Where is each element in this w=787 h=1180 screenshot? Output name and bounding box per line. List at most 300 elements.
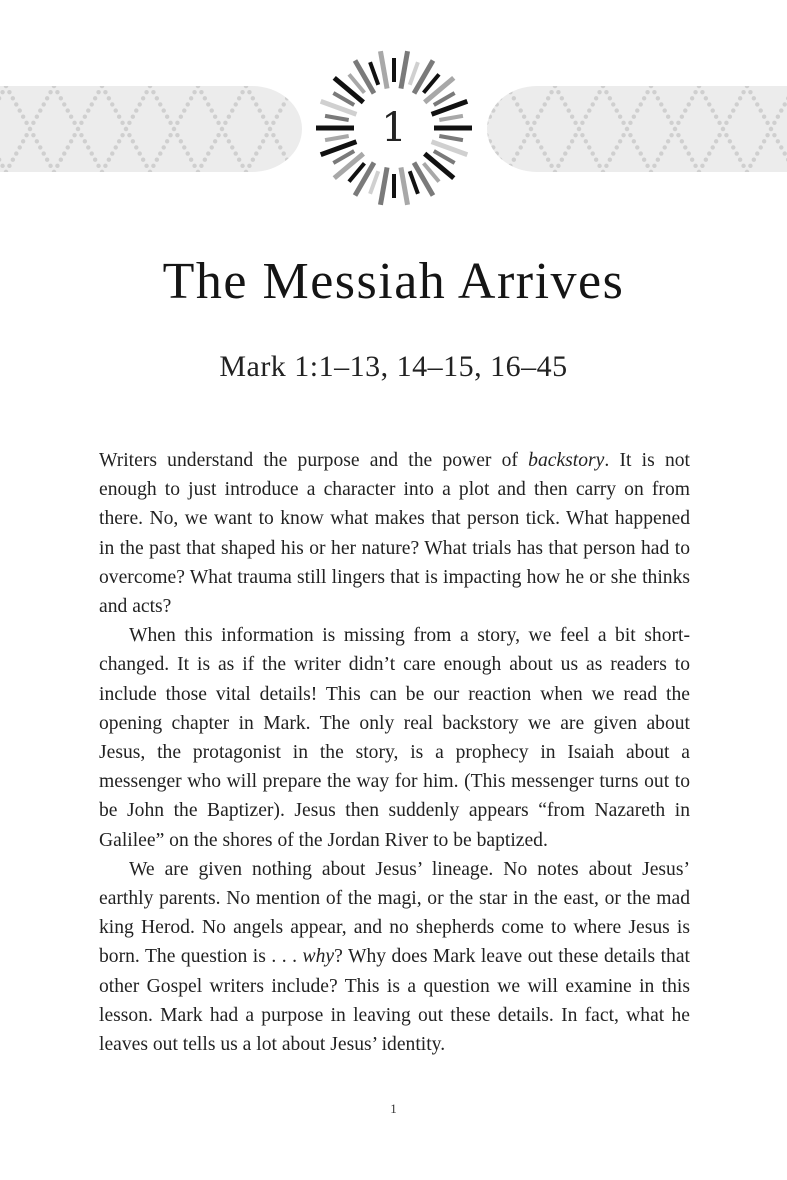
pattern-dot — [748, 90, 752, 94]
pattern-dot — [258, 108, 262, 112]
pattern-dot — [597, 164, 601, 168]
pattern-dot — [632, 115, 636, 119]
pattern-dot — [666, 115, 670, 119]
pattern-dot — [138, 151, 142, 155]
pattern-dot — [783, 102, 787, 106]
pattern-dot — [4, 170, 8, 172]
pattern-dot — [755, 151, 759, 155]
pattern-dot — [158, 151, 162, 155]
pattern-dot — [779, 145, 783, 149]
pattern-dot — [525, 133, 529, 137]
pattern-dot — [168, 121, 172, 125]
pattern-dot — [7, 90, 11, 94]
pattern-dot — [690, 96, 694, 100]
pattern-dot — [759, 145, 763, 149]
pattern-dot — [148, 86, 152, 88]
pattern-dot — [100, 86, 104, 88]
pattern-dot — [210, 108, 214, 112]
pattern-dot — [288, 164, 292, 168]
pattern-dot — [247, 164, 251, 168]
body-text — [99, 446, 690, 1059]
pattern-dot — [134, 145, 138, 149]
pattern-dot — [288, 90, 292, 94]
paragraph — [99, 621, 690, 855]
pattern-dot — [227, 115, 231, 119]
chapter-title: The Messiah Arrives — [162, 253, 625, 310]
pattern-dot — [728, 139, 732, 143]
pattern-dot — [621, 121, 625, 125]
pattern-dot — [608, 96, 612, 100]
pattern-dot — [721, 127, 725, 131]
pattern-dot — [278, 108, 282, 112]
pattern-dot — [131, 115, 135, 119]
pattern-dot — [669, 133, 673, 137]
pattern-dot — [271, 121, 275, 125]
pattern-dot — [741, 90, 745, 94]
pattern-dot — [268, 127, 272, 131]
pattern-dot — [292, 170, 296, 172]
pattern-dot — [66, 145, 70, 149]
pattern-dot — [515, 102, 519, 106]
pattern-dot — [261, 139, 265, 143]
pattern-dot — [285, 158, 289, 162]
pattern-dot — [189, 96, 193, 100]
pattern-dot — [151, 90, 155, 94]
pattern-dot — [264, 133, 268, 137]
pattern-dot — [114, 145, 118, 149]
pattern-dot — [505, 170, 509, 172]
pattern-dot — [213, 115, 217, 119]
pattern-dot — [93, 96, 97, 100]
pattern-dot — [546, 158, 550, 162]
pattern-dot — [120, 121, 124, 125]
pattern-dot — [580, 133, 584, 137]
pattern-dot — [680, 115, 684, 119]
pattern-dot — [618, 115, 622, 119]
pattern-dot — [24, 133, 28, 137]
pattern-dot — [512, 96, 516, 100]
geometric-pattern-icon — [487, 86, 787, 172]
pattern-dot — [223, 121, 227, 125]
pattern-dot — [45, 158, 49, 162]
scripture-reference: Mark 1:1–13, 14–15, 16–45 — [219, 350, 568, 383]
pattern-dot — [498, 96, 502, 100]
italic-emphasis: backstory — [528, 450, 605, 471]
pattern-dot — [237, 96, 241, 100]
pattern-dot — [707, 151, 711, 155]
pattern-dot — [158, 102, 162, 106]
pattern-dot — [292, 170, 296, 172]
pattern-dot — [697, 170, 701, 172]
pattern-dot — [491, 108, 495, 112]
pattern-dot — [759, 108, 763, 112]
pattern-dot — [597, 90, 601, 94]
chapter-number-emblem — [312, 46, 476, 210]
pattern-dot — [632, 139, 636, 143]
pattern-dot — [704, 158, 708, 162]
italic-emphasis: why — [302, 946, 335, 968]
pattern-dot — [519, 145, 523, 149]
pattern-dot — [165, 115, 169, 119]
pattern-dot — [724, 133, 728, 137]
pattern-dot — [560, 96, 564, 100]
pattern-dot — [83, 139, 87, 143]
pattern-dot — [86, 108, 90, 112]
pattern-dot — [148, 170, 152, 172]
chapter-number: 1 — [381, 105, 407, 151]
pattern-dot — [230, 108, 234, 112]
pattern-dot — [560, 158, 564, 162]
pattern-dot — [52, 170, 56, 172]
pattern-dot — [539, 145, 543, 149]
pattern-dot — [192, 164, 196, 168]
pattern-dot — [42, 102, 46, 106]
pattern-dot — [488, 115, 492, 119]
pattern-dot — [76, 127, 80, 131]
pattern-dot — [14, 151, 18, 155]
pattern-dot — [175, 133, 179, 137]
pattern-dot — [230, 145, 234, 149]
pattern-dot — [728, 115, 732, 119]
pattern-dot — [45, 96, 49, 100]
pattern-dot — [114, 108, 118, 112]
pattern-dot — [162, 145, 166, 149]
pattern-dot — [21, 139, 25, 143]
pattern-dot — [282, 151, 286, 155]
pattern-dot — [93, 158, 97, 162]
pattern-dot — [711, 145, 715, 149]
pattern-dot — [539, 108, 543, 112]
pattern-dot — [594, 158, 598, 162]
pattern-dot — [237, 158, 241, 162]
pattern-dot — [714, 115, 718, 119]
pattern-dot — [604, 164, 608, 168]
pattern-dot — [117, 115, 121, 119]
pattern-dot — [639, 102, 643, 106]
pattern-dot — [179, 115, 183, 119]
pattern-dot — [707, 102, 711, 106]
pattern-dot — [752, 96, 756, 100]
pattern-dot — [618, 139, 622, 143]
pattern-dot — [79, 133, 83, 137]
pattern-dot — [11, 96, 15, 100]
pattern-dot — [693, 90, 697, 94]
pattern-dot — [501, 164, 505, 168]
text-run: ? Why does Mark leave out these details that other Gospel writers include? This is a question we will examine in this lesson. Mark had a purpose in leaving out these details. In fact, what he leaves out tells us a lot about Jesus’ identity. — [99, 946, 690, 1056]
pattern-dot — [601, 170, 605, 172]
pattern-dot — [635, 108, 639, 112]
pattern-dot — [717, 121, 721, 125]
pattern-dot — [573, 133, 577, 137]
pattern-dot — [601, 86, 605, 88]
pattern-dot — [0, 158, 1, 162]
pattern-dot — [244, 170, 248, 172]
pattern-dot — [141, 96, 145, 100]
pattern-dot — [295, 90, 299, 94]
text-run: . It is not enough to just introduce a character into a plot and then carry on from there. No, we want to know what makes that person tick. What happened in the past that shaped his or her nature? What trials has that person had to overcome? What trauma still lingers that is impacting how he or she thinks and acts? — [99, 450, 690, 618]
pattern-dot — [251, 158, 255, 162]
pattern-dot — [199, 90, 203, 94]
pattern-dot — [495, 151, 499, 155]
pattern-dot — [199, 164, 203, 168]
pattern-dot — [18, 108, 22, 112]
pattern-dot — [192, 90, 196, 94]
pattern-dot — [752, 158, 756, 162]
pattern-dot — [556, 164, 560, 168]
pattern-dot — [711, 108, 715, 112]
pattern-dot — [525, 121, 529, 125]
pattern-dot — [138, 102, 142, 106]
pattern-dot — [282, 102, 286, 106]
pattern-dot — [519, 108, 523, 112]
pattern-dot — [683, 145, 687, 149]
pattern-dot — [83, 115, 87, 119]
pattern-dot — [687, 151, 691, 155]
pattern-dot — [543, 151, 547, 155]
pattern-dot — [31, 133, 35, 137]
pattern-dot — [783, 151, 787, 155]
pattern-dot — [488, 139, 492, 143]
pattern-dot — [587, 145, 591, 149]
pattern-dot — [772, 121, 776, 125]
pattern-dot — [769, 127, 773, 131]
pattern-dot — [508, 90, 512, 94]
pattern-dot — [227, 139, 231, 143]
pattern-dot — [155, 158, 159, 162]
pattern-dot — [244, 86, 248, 88]
pattern-dot — [100, 170, 104, 172]
pattern-dot — [203, 96, 207, 100]
pattern-dot — [196, 170, 200, 172]
pattern-dot — [642, 96, 646, 100]
pattern-dot — [0, 96, 1, 100]
pattern-dot — [258, 145, 262, 149]
pattern-dot — [254, 151, 258, 155]
pattern-dot — [649, 170, 653, 172]
pattern-dot — [508, 164, 512, 168]
pattern-dot — [642, 158, 646, 162]
pattern-dot — [107, 158, 111, 162]
pattern-dot — [59, 158, 63, 162]
pattern-dot — [731, 145, 735, 149]
pattern-dot — [14, 102, 18, 106]
pattern-dot — [683, 108, 687, 112]
pattern-dot — [275, 139, 279, 143]
pattern-dot — [103, 90, 107, 94]
pattern-dot — [206, 151, 210, 155]
pattern-dot — [529, 127, 533, 131]
pattern-dot — [186, 102, 190, 106]
pattern-dot — [299, 158, 302, 162]
pattern-dot — [522, 115, 526, 119]
pattern-dot — [738, 96, 742, 100]
pattern-dot — [584, 115, 588, 119]
pattern-dot — [563, 151, 567, 155]
pattern-dot — [570, 139, 574, 143]
pattern-dot — [168, 133, 172, 137]
pattern-dot — [663, 108, 667, 112]
pattern-dot — [765, 121, 769, 125]
pattern-dot — [745, 170, 749, 172]
pattern-dot — [587, 108, 591, 112]
pattern-dot — [186, 151, 190, 155]
pattern-dot — [615, 145, 619, 149]
pattern-dot — [96, 164, 100, 168]
pattern-dot — [11, 158, 15, 162]
pattern-dot — [687, 102, 691, 106]
pattern-dot — [591, 151, 595, 155]
pattern-dot — [182, 145, 186, 149]
pattern-dot — [35, 115, 39, 119]
pattern-dot — [741, 164, 745, 168]
pattern-dot — [697, 86, 701, 88]
pattern-dot — [110, 102, 114, 106]
pattern-dot — [124, 127, 128, 131]
pattern-dot — [680, 139, 684, 143]
pattern-dot — [189, 158, 193, 162]
pattern-dot — [487, 121, 489, 125]
text-run: Writers understand the purpose and the power of — [99, 450, 529, 471]
pattern-dot — [31, 121, 35, 125]
pattern-dot — [563, 102, 567, 106]
pattern-dot — [223, 133, 227, 137]
pattern-dot — [72, 121, 76, 125]
pattern-dot — [134, 108, 138, 112]
pattern-dot — [512, 158, 516, 162]
pattern-dot — [522, 139, 526, 143]
pattern-dot — [621, 133, 625, 137]
pattern-dot — [536, 139, 540, 143]
pattern-dot — [505, 86, 509, 88]
pattern-dot — [292, 86, 296, 88]
pattern-dot — [28, 127, 32, 131]
pattern-dot — [611, 102, 615, 106]
pattern-dot — [553, 86, 557, 88]
pattern-dot — [213, 139, 217, 143]
pattern-dot — [251, 96, 255, 100]
pattern-dot — [779, 108, 783, 112]
pattern-dot — [52, 86, 56, 88]
paragraph — [99, 855, 690, 1059]
decorative-band-left — [0, 86, 302, 172]
pattern-dot — [669, 121, 673, 125]
pattern-dot — [59, 96, 63, 100]
pattern-dot — [543, 102, 547, 106]
pattern-dot — [285, 96, 289, 100]
pattern-dot — [611, 151, 615, 155]
pattern-dot — [536, 115, 540, 119]
pattern-dot — [717, 133, 721, 137]
pattern-dot — [501, 90, 505, 94]
pattern-dot — [635, 145, 639, 149]
pattern-dot — [532, 133, 536, 137]
pattern-dot — [515, 151, 519, 155]
pattern-dot — [127, 121, 131, 125]
pattern-dot — [141, 158, 145, 162]
pattern-dot — [776, 139, 780, 143]
pattern-dot — [48, 90, 52, 94]
pattern-dot — [762, 139, 766, 143]
pattern-dot — [240, 164, 244, 168]
pattern-dot — [240, 90, 244, 94]
pattern-dot — [103, 164, 107, 168]
pattern-dot — [673, 127, 677, 131]
pattern-dot — [299, 96, 302, 100]
text-run: When this information is missing from a story, we feel a bit short-changed. It is as if the writer didn’t care enough about us as readers to include those vital details! This can be our reaction when we read the opening chapter in Mark. The only real backstory we are given about Jesus, the protagonist in the story, is a prophecy in Isaiah about a messenger who will prepare the way for him. (This messenger turns out to be John the Baptizer). Jesus then suddenly appears “from Nazareth in Galilee” on the shores of the Jordan River to be baptized. — [99, 625, 690, 851]
pattern-dot — [700, 90, 704, 94]
pattern-dot — [772, 133, 776, 137]
pattern-dot — [69, 115, 73, 119]
pattern-dot — [295, 164, 299, 168]
pattern-dot — [659, 151, 663, 155]
pattern-dot — [38, 145, 42, 149]
pattern-dot — [21, 115, 25, 119]
pattern-dot — [731, 108, 735, 112]
pattern-dot — [117, 139, 121, 143]
pattern-dot — [628, 133, 632, 137]
pattern-dot — [652, 90, 656, 94]
pattern-dot — [278, 145, 282, 149]
paragraph — [99, 446, 690, 621]
pattern-dot — [69, 139, 73, 143]
pattern-dot — [546, 96, 550, 100]
pattern-dot — [90, 151, 94, 155]
pattern-dot — [776, 115, 780, 119]
pattern-dot — [591, 102, 595, 106]
pattern-dot — [210, 145, 214, 149]
pattern-dot — [615, 108, 619, 112]
pattern-dot — [271, 133, 275, 137]
pattern-dot — [567, 108, 571, 112]
pattern-dot — [96, 90, 100, 94]
pattern-dot — [62, 102, 66, 106]
pattern-dot — [693, 164, 697, 168]
pattern-dot — [645, 164, 649, 168]
pattern-dot — [645, 90, 649, 94]
page-number: 1 — [390, 1101, 397, 1116]
pattern-dot — [172, 127, 176, 131]
pattern-dot — [487, 133, 489, 137]
pattern-dot — [144, 90, 148, 94]
pattern-dot — [652, 164, 656, 168]
pattern-dot — [55, 90, 59, 94]
pattern-dot — [724, 121, 728, 125]
pattern-dot — [120, 133, 124, 137]
pattern-dot — [745, 86, 749, 88]
pattern-dot — [676, 133, 680, 137]
pattern-dot — [604, 90, 608, 94]
pattern-dot — [234, 151, 238, 155]
pattern-dot — [625, 127, 629, 131]
pattern-dot — [275, 115, 279, 119]
pattern-dot — [196, 86, 200, 88]
decorative-band-right — [487, 86, 787, 172]
pattern-dot — [577, 127, 581, 131]
pattern-dot — [107, 96, 111, 100]
pattern-dot — [0, 90, 4, 94]
pattern-dot — [714, 139, 718, 143]
pattern-dot — [292, 86, 296, 88]
pattern-dot — [765, 133, 769, 137]
pattern-dot — [234, 102, 238, 106]
pattern-dot — [179, 139, 183, 143]
pattern-dot — [90, 102, 94, 106]
pattern-dot — [155, 96, 159, 100]
pattern-dot — [203, 158, 207, 162]
pattern-dot — [567, 145, 571, 149]
pattern-dot — [549, 164, 553, 168]
pattern-dot — [55, 164, 59, 168]
